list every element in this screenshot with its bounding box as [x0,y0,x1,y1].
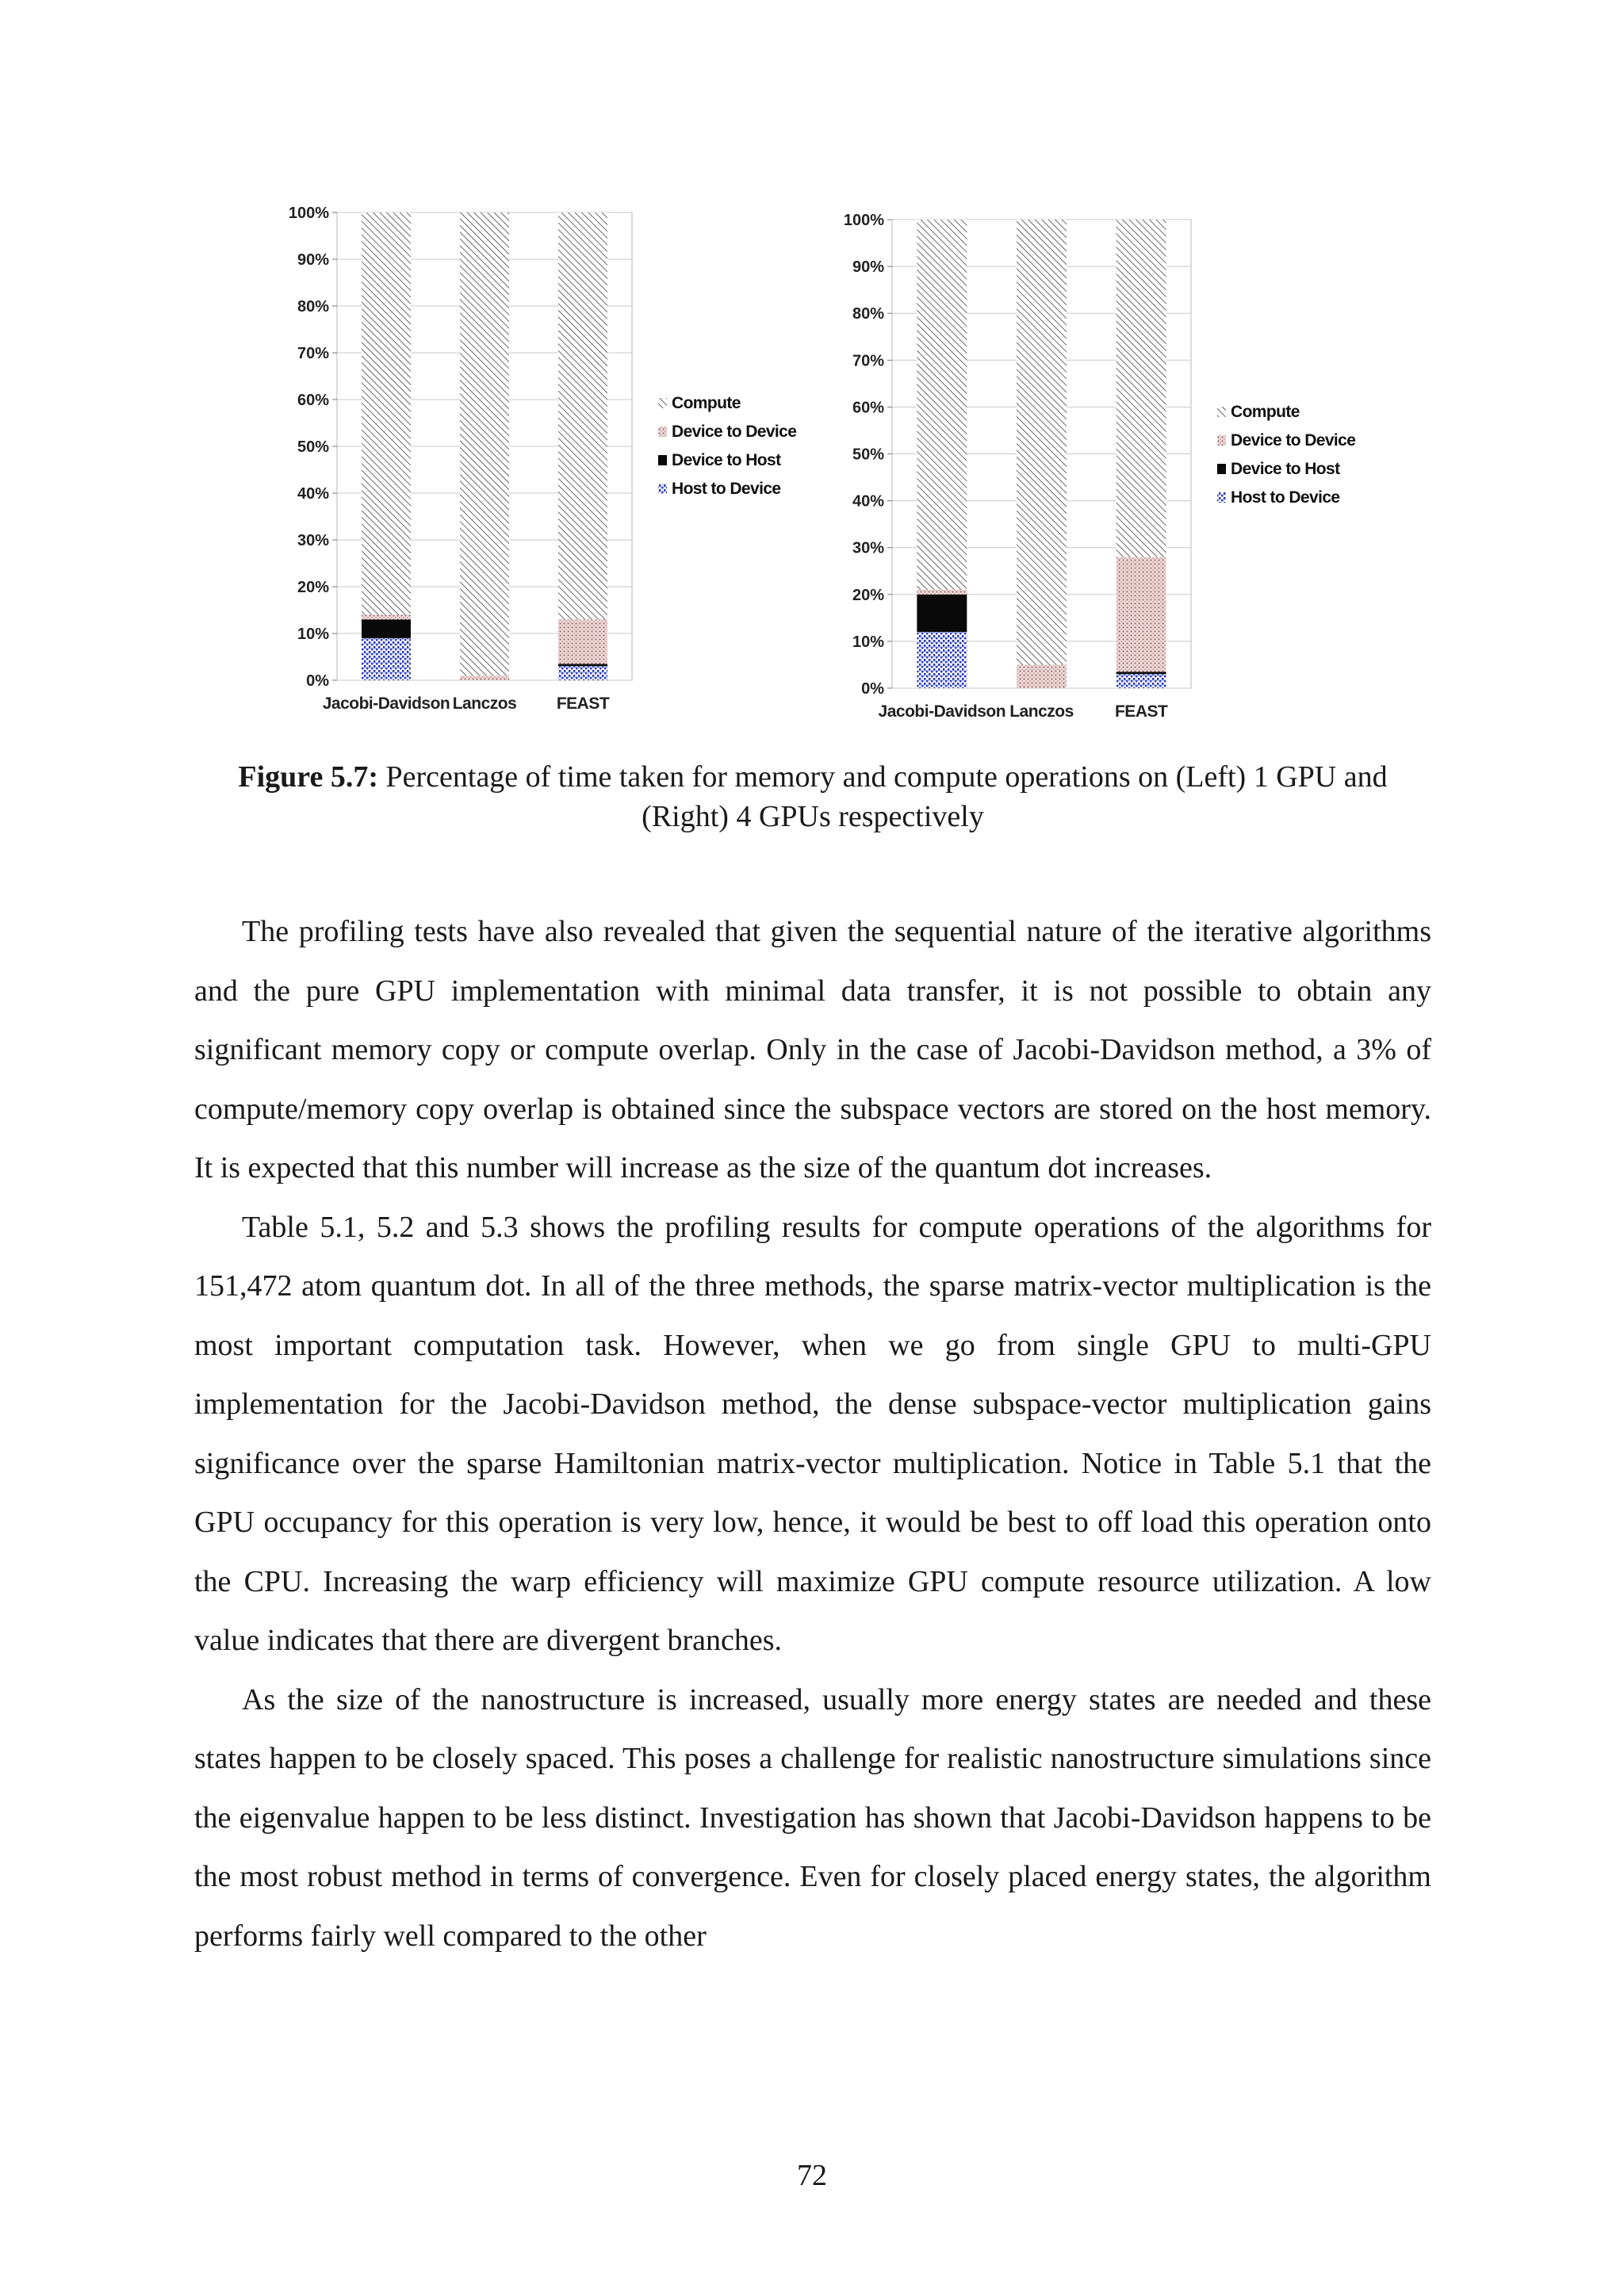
legend-label-device-to-device: Device to Device [672,423,797,441]
y-tick-label: 30% [297,532,329,549]
chart-right-svg [829,202,1400,733]
legend-label-device-to-device: Device to Device [1231,431,1356,450]
legend-swatch-device-to-host [658,455,667,465]
x-tick-label: Jacobi-Davidson [878,702,1006,721]
bar-jacobi-davidson-device-to-host [917,595,967,632]
figure-caption [198,757,1427,836]
x-tick-label: Jacobi-Davidson [322,695,450,713]
y-tick-label: 70% [297,345,329,362]
y-tick-label: 90% [297,251,329,269]
y-tick-label: 30% [852,539,884,557]
legend-swatch-device-to-device [1217,435,1226,446]
y-tick-label: 0% [861,680,884,698]
chart-right-4gpu [829,202,1400,733]
caption-text: Percentage of time taken for memory and compute operations on (Left) 1 GPU and (Right) 4 GPUs respectively [378,760,1388,833]
legend-swatch-host-to-device [658,484,667,494]
y-tick-label: 10% [297,626,329,643]
y-tick-label: 50% [852,446,884,464]
x-tick-label: Lanczos [452,695,517,713]
bar-jacobi-davidson-host-to-device [362,638,411,680]
bar-jacobi-davidson-compute [917,220,967,590]
bar-feast-device-to-device [558,619,607,664]
legend-swatch-compute [1217,407,1226,417]
legend-label-compute: Compute [672,394,741,412]
y-tick-label: 20% [297,579,329,596]
y-tick-label: 20% [852,586,884,604]
chart-left-svg [274,194,813,733]
page-number: 72 [797,2159,827,2192]
y-tick-label: 60% [852,399,884,417]
paragraph-1: The profiling tests have also revealed that given the sequential nature of the iterative algorithms and the pure GPU implementation with minimal data transfer, it is not possible to obtain any significant memory copy or compute overlap. Only in the case of Jacobi-Davidson method, a 3% of compute/memory copy overlap is obtained since the subspace vectors are stored on the host memory. It is expected that this number will increase as the size of the quantum dot increases. [194,915,1431,1184]
bar-feast-device-to-host [558,664,607,666]
y-tick-label: 60% [297,392,329,409]
y-tick-label: 70% [852,352,884,370]
bar-feast-host-to-device [1116,674,1166,688]
y-tick-label: 100% [843,212,884,229]
y-tick-label: 0% [306,672,329,690]
paragraph-2: Table 5.1, 5.2 and 5.3 shows the profiling results for compute operations of the algorithms for 151,472 atom quantum dot. In all of the three methods, the sparse matrix-vector multiplication is the most important computation task. However, when we go from single GPU to multi-GPU implementation for the Jacobi-Davidson method, the dense subspace-vector multiplication gains significance over the sparse Hamiltonian matrix-vector multiplication. Notice in Table 5.1 that the GPU occupancy for this operation is very low, hence, it would be best to off load this operation onto the CPU. Increasing the warp efficiency will maximize GPU compute resource utilization. A low value indicates that there are divergent branches. [194,1210,1431,1657]
bar-jacobi-davidson-compute [362,212,411,614]
bar-feast-host-to-device [558,666,607,680]
bar-feast-compute [558,212,607,619]
x-tick-label: FEAST [556,695,610,713]
bar-feast-device-to-host [1116,672,1166,674]
bar-lanczos-device-to-device [1017,664,1067,688]
x-tick-label: FEAST [1114,702,1168,721]
legend-swatch-compute [658,398,667,408]
y-tick-label: 40% [852,492,884,511]
legend-label-device-to-host: Device to Host [672,451,781,469]
bar-jacobi-davidson-host-to-device [917,632,967,688]
bar-lanczos-compute [1017,220,1067,664]
y-tick-label: 40% [297,485,329,503]
body-text [194,902,1431,1965]
legend-swatch-host-to-device [1217,492,1226,503]
legend-label-host-to-device: Host to Device [1231,488,1340,507]
y-tick-label: 100% [288,205,329,222]
paragraph-3: As the size of the nanostructure is increased, usually more energy states are needed and these states happen to be closely spaced. This poses a challenge for realistic nanostructure simulations since the eigenvalue happen to be less distinct. Investigation has shown that Jacobi-Davidson happens to be the most robust method in terms of convergence. Even for closely placed energy states, the algorithm performs fairly well compared to the other [194,1682,1431,1953]
y-tick-label: 80% [852,305,884,323]
bar-jacobi-davidson-device-to-device [917,590,967,595]
legend-label-host-to-device: Host to Device [672,480,781,498]
y-tick-label: 50% [297,438,329,456]
bar-feast-device-to-device [1116,557,1166,672]
bar-lanczos-device-to-device [460,675,509,680]
bar-feast-compute [1116,220,1166,557]
caption-label: Figure 5.7: [238,760,378,794]
bar-jacobi-davidson-device-to-device [362,614,411,619]
legend-swatch-device-to-host [1217,464,1226,474]
legend-swatch-device-to-device [658,427,667,437]
y-tick-label: 10% [852,633,884,651]
chart-left-1gpu [274,194,813,733]
bar-lanczos-compute [460,212,509,675]
bar-jacobi-davidson-device-to-host [362,619,411,638]
y-tick-label: 80% [297,298,329,316]
y-tick-label: 90% [852,258,884,277]
legend-label-compute: Compute [1231,403,1300,421]
x-tick-label: Lanczos [1009,702,1074,721]
legend-label-device-to-host: Device to Host [1231,460,1340,478]
